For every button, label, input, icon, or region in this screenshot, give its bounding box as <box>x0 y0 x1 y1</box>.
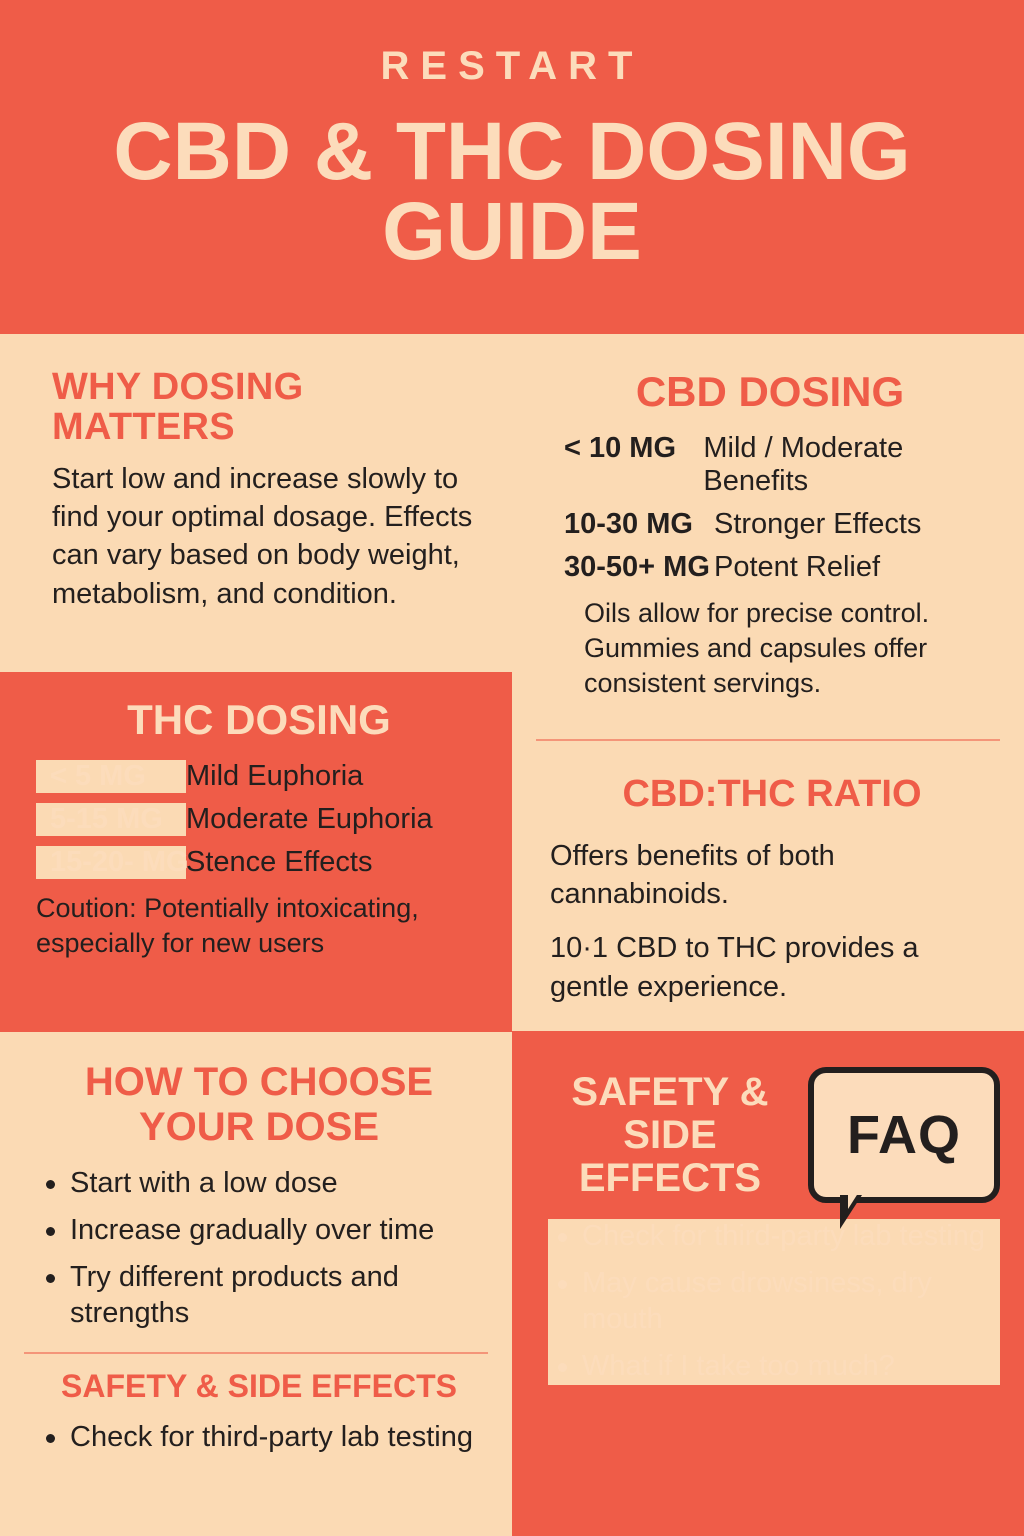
thc-dose-desc: Moderate Euphoria <box>186 803 433 836</box>
list-item: What if I take too much? <box>548 1349 1000 1384</box>
right-column <box>512 334 1024 1536</box>
poster-header <box>0 0 1024 334</box>
thc-dose-row <box>36 803 482 836</box>
list-item: Check for third-party lab testing <box>548 1219 1000 1254</box>
safety-right-list <box>548 1219 1000 1385</box>
list-item: Try different products and strengths <box>36 1260 482 1331</box>
thc-caution-note: Coution: Potentially intoxicating, especially for new users <box>36 893 419 959</box>
faq-badge-label: FAQ <box>846 1105 961 1165</box>
cbd-dosing-title: CBD DOSING <box>635 368 905 415</box>
cbd-dose-desc: Mild / Moderate Benefits <box>703 432 904 498</box>
cbd-dose-desc: Potent Relief <box>714 551 881 584</box>
thc-dose-row <box>36 760 482 793</box>
list-item: Check for third-party lab testing <box>36 1420 482 1455</box>
thc-dosing-title: THC DOSING <box>127 696 391 743</box>
cbd-dose-desc: Stronger Effects <box>714 508 922 541</box>
safety-faq-header <box>548 1067 1000 1203</box>
how-to-choose-list <box>36 1166 482 1332</box>
cbd-dose-row <box>546 432 994 498</box>
section-thc-dosing <box>0 672 512 1032</box>
cbd-dose-amount: 30-50+ MG <box>564 551 710 584</box>
faq-speech-bubble-icon <box>808 1067 1000 1203</box>
cbd-dose-row <box>546 508 994 541</box>
thc-dose-desc: Stence Effects <box>186 846 373 879</box>
thc-dose-amount: 5-15 MG <box>36 803 186 836</box>
thc-dose-amount: < 5 MG <box>36 760 186 793</box>
list-item: Increase gradually over time <box>36 1213 482 1248</box>
cbd-dose-row <box>546 551 994 584</box>
thc-dose-list <box>36 760 482 879</box>
left-column <box>0 334 512 1536</box>
cbd-note: Oils allow for precise control. Gummies and capsules offer consistent servings. <box>584 598 930 699</box>
ratio-line-1: Offers benefits of both cannabinoids. <box>550 839 835 911</box>
section-divider <box>536 739 1000 741</box>
why-dosing-text: Start low and increase slowly to find your optimal dosage. Effects can vary based on body weight, metabolism, and condition. <box>52 462 473 610</box>
page-title: CBD & THC DOSING GUIDE <box>113 106 911 278</box>
list-item: Start with a low dose <box>36 1166 482 1201</box>
ratio-line-2: 10·1 CBD to THC provides a gentle experience. <box>550 932 919 1003</box>
section-safety-faq <box>512 1031 1024 1536</box>
cbd-dose-amount: 10-30 MG <box>564 508 693 541</box>
list-item: May cause drowsiness, dry mouth <box>548 1266 1000 1337</box>
section-how-to-choose <box>0 1032 512 1352</box>
section-safety-left <box>0 1352 512 1536</box>
cbd-dose-list <box>546 432 994 584</box>
cbd-thc-ratio-title: CBD:THC RATIO <box>622 773 922 815</box>
section-why-dosing-matters <box>0 334 512 672</box>
how-to-choose-title: HOW TO CHOOSE YOUR DOSE <box>84 1060 434 1149</box>
section-cbd-thc-ratio <box>512 739 1024 1031</box>
safety-right-title: SAFETY & SIDE EFFECTS <box>571 1070 769 1201</box>
safety-left-title: SAFETY & SIDE EFFECTS <box>61 1368 457 1404</box>
thc-dose-amount: 15-20- MG <box>36 846 186 879</box>
safety-left-list <box>36 1420 482 1455</box>
section-cbd-dosing <box>512 334 1024 739</box>
thc-dose-desc: Mild Euphoria <box>186 760 364 793</box>
cbd-dose-amount: < 10 MG <box>564 432 677 465</box>
why-dosing-title: WHY DOSING MATTERS <box>52 366 304 448</box>
section-divider <box>24 1352 488 1354</box>
brand-name: RESTART <box>380 44 644 88</box>
thc-dose-row <box>36 846 482 879</box>
